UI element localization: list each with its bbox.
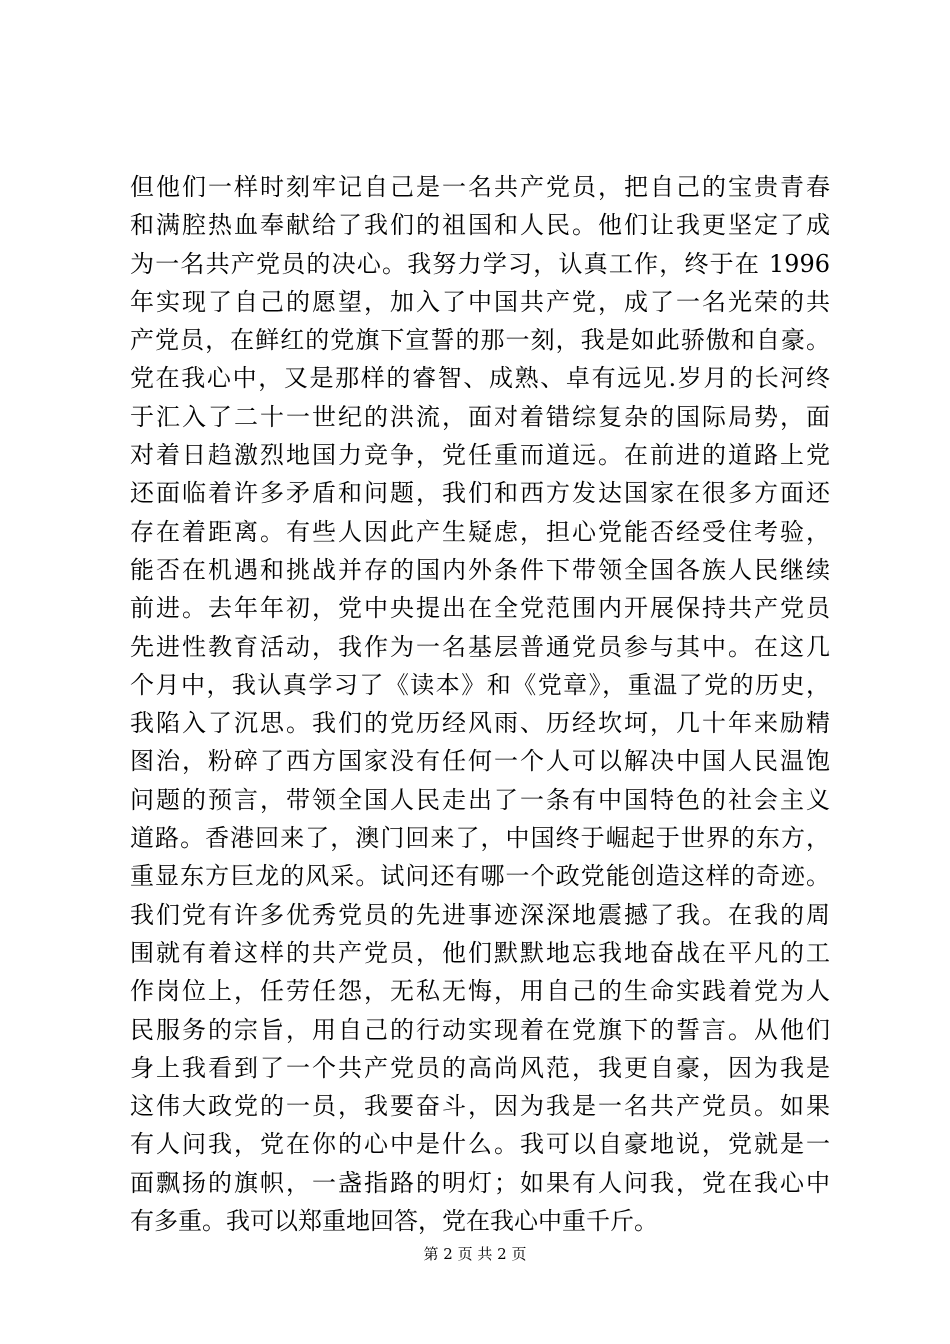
- text-line: 于汇入了二十一世纪的洪流，面对着错综复杂的国际局势，面: [130, 402, 830, 431]
- text-line: 对着日趋激烈地国力竞争，党任重而道远。在前进的道路上党: [130, 441, 830, 470]
- text-line: 有人问我，党在你的心中是什么。我可以自豪地说，党就是一: [130, 1130, 830, 1159]
- page-number-footer: 第 2 页 共 2 页: [423, 1245, 527, 1263]
- text-line: 先进性教育活动，我作为一名基层普通党员参与其中。在这几: [130, 632, 830, 661]
- text-line: 重显东方巨龙的风采。试问还有哪一个政党能创造这样的奇迹。: [130, 862, 830, 891]
- text-line: 我们党有许多优秀党员的先进事迹深深地震撼了我。在我的周: [130, 900, 830, 929]
- text-line: 年实现了自己的愿望，加入了中国共产党，成了一名光荣的共: [130, 287, 830, 316]
- text-line: 面飘扬的旗帜，一盏指路的明灯；如果有人问我，党在我心中: [130, 1168, 830, 1197]
- text-line: 前进。去年年初，党中央提出在全党范围内开展保持共产党员: [130, 594, 830, 623]
- text-line: 产党员，在鲜红的党旗下宣誓的那一刻，我是如此骄傲和自豪。: [130, 326, 830, 355]
- text-line: 还面临着许多矛盾和问题，我们和西方发达国家在很多方面还: [130, 479, 830, 508]
- text-line: 身上我看到了一个共产党员的高尚风范，我更自豪，因为我是: [130, 1053, 830, 1082]
- text-line: 作岗位上，任劳任怨，无私无悔，用自己的生命实践着党为人: [130, 977, 830, 1006]
- text-line: 围就有着这样的共产党员，他们默默地忘我地奋战在平凡的工: [130, 938, 830, 967]
- text-line: 存在着距离。有些人因此产生疑虑，担心党能否经受住考验，: [130, 517, 830, 546]
- text-line: 能否在机遇和挑战并存的国内外条件下带领全国各族人民继续: [130, 555, 830, 584]
- body-text: [130, 168, 830, 1240]
- text-line: 道路。香港回来了，澳门回来了，中国终于崛起于世界的东方，: [130, 824, 830, 853]
- text-line: 我陷入了沉思。我们的党历经风雨、历经坎坷，几十年来励精: [130, 709, 830, 738]
- text-line: 有多重。我可以郑重地回答，党在我心中重千斤。: [130, 1207, 658, 1236]
- text-line: 这伟大政党的一员，我要奋斗，因为我是一名共产党员。如果: [130, 1092, 830, 1121]
- text-line: 但他们一样时刻牢记自己是一名共产党员，把自己的宝贵青春: [130, 173, 830, 201]
- text-line: 和满腔热血奉献给了我们的祖国和人民。他们让我更坚定了成: [130, 211, 830, 240]
- text-line: 民服务的宗旨，用自己的行动实现着在党旗下的誓言。从他们: [130, 1015, 830, 1044]
- text-line: 党在我心中，又是那样的睿智、成熟、卓有远见.岁月的长河终: [130, 364, 830, 393]
- text-line: 为一名共产党员的决心。我努力学习，认真工作，终于在 1996: [130, 249, 830, 278]
- text-line: 图治，粉碎了西方国家没有任何一个人可以解决中国人民温饱: [130, 747, 830, 776]
- text-line: 问题的预言，带领全国人民走出了一条有中国特色的社会主义: [130, 785, 830, 814]
- text-line: 个月中，我认真学习了《读本》和《党章》，重温了党的历史，: [130, 670, 830, 699]
